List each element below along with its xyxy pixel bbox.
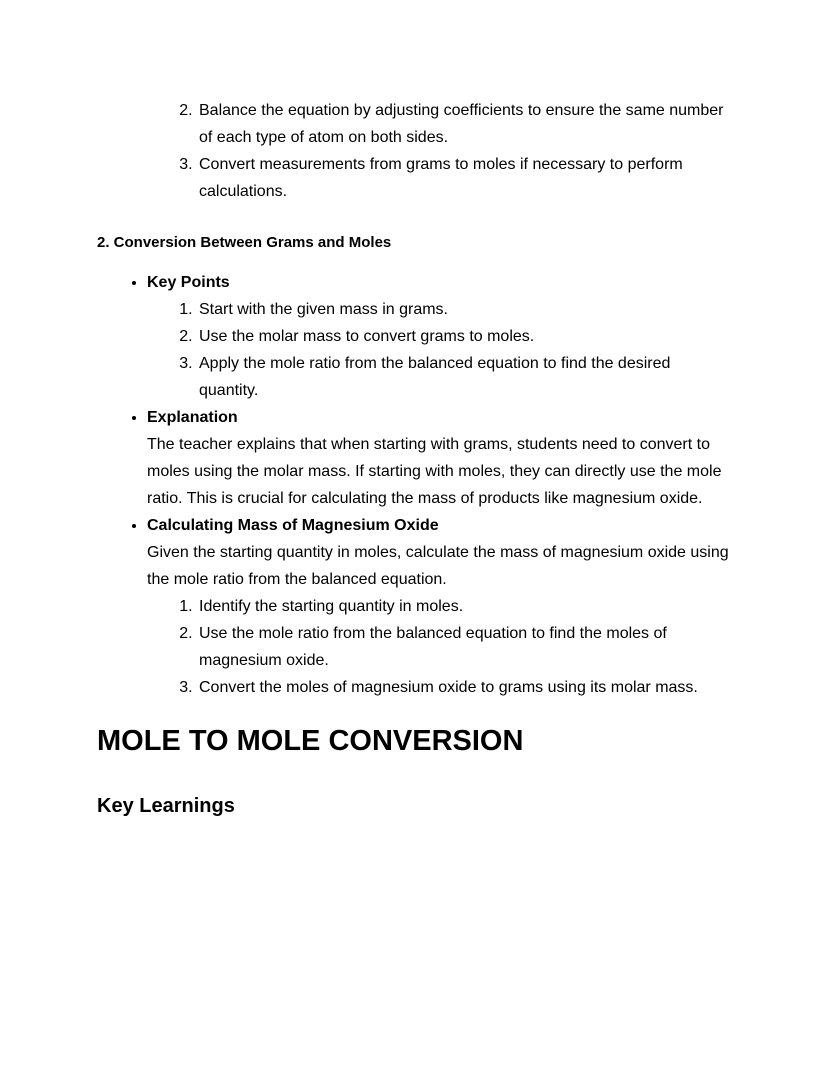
top-numbered-list bbox=[97, 97, 730, 205]
numbered-sublist bbox=[147, 593, 730, 701]
list-item bbox=[147, 404, 730, 512]
list-item bbox=[147, 512, 730, 701]
bullet-paragraph: Given the starting quantity in moles, calculate the mass of magnesium oxide using the mole ratio from the balanced equation. bbox=[147, 544, 729, 588]
bullet-list bbox=[97, 269, 730, 701]
list-item: 3. Convert measurements from grams to moles if necessary to perform calculations. bbox=[197, 151, 730, 205]
list-item: 2. Use the molar mass to convert grams to moles. bbox=[197, 323, 730, 350]
bullet-title: Explanation bbox=[147, 409, 238, 426]
list-item: 2. Balance the equation by adjusting coefficients to ensure the same number of each type of atom on both sides. bbox=[197, 97, 730, 151]
bullet-title: Calculating Mass of Magnesium Oxide bbox=[147, 517, 439, 534]
list-item: 1. Start with the given mass in grams. bbox=[197, 296, 730, 323]
section-heading: 2. Conversion Between Grams and Moles bbox=[97, 234, 392, 251]
list-item: 2. Use the mole ratio from the balanced equation to find the moles of magnesium oxide. bbox=[197, 620, 730, 674]
list-item: 1. Identify the starting quantity in moles. bbox=[197, 593, 730, 620]
main-heading: MOLE TO MOLE CONVERSION bbox=[97, 725, 524, 757]
bullet-title: Key Points bbox=[147, 274, 230, 291]
numbered-sublist bbox=[147, 296, 730, 404]
document-body bbox=[97, 97, 730, 819]
list-item: 3. Convert the moles of magnesium oxide to grams using its molar mass. bbox=[197, 674, 730, 701]
list-item bbox=[147, 269, 730, 404]
sub-heading: Key Learnings bbox=[97, 795, 235, 817]
list-item: 3. Apply the mole ratio from the balanced equation to find the desired quantity. bbox=[197, 350, 730, 404]
bullet-paragraph: The teacher explains that when starting with grams, students need to convert to moles using the molar mass. If starting with moles, they can directly use the mole ratio. This is crucial for calculating the mass of products like magnesium oxide. bbox=[147, 436, 722, 507]
